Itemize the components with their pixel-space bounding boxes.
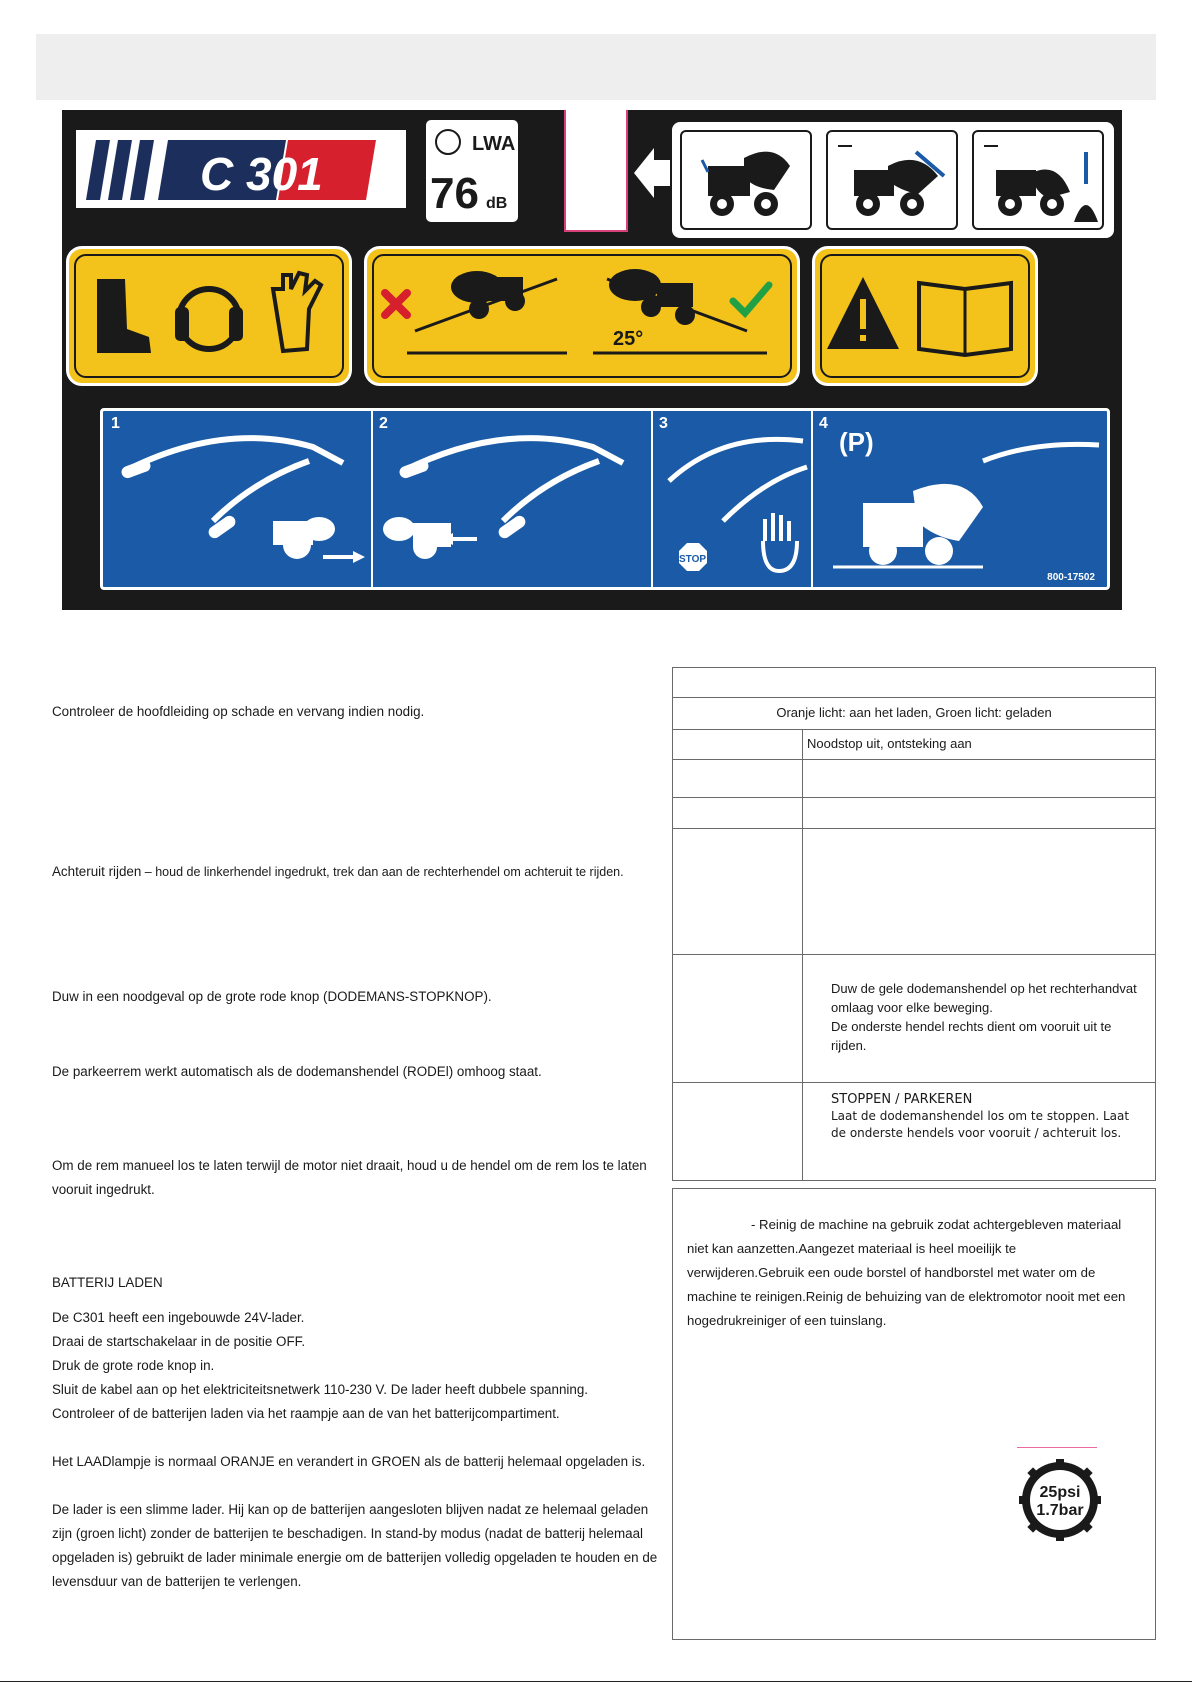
step-number: 2 [379,415,388,432]
table-label-cell [673,760,803,798]
parking-brake-text: De parkeerrem werkt automatisch als de dodemanshendel (RODEl) omhoog staat. [52,1064,542,1079]
svg-text:STOP: STOP [679,554,707,565]
step-number: 1 [111,415,120,432]
mixer-tilt-icon [826,130,958,230]
mixer-dump-icon [972,130,1104,230]
battery-line: Controleer of de batterijen laden via het raampje aan de van het batterijcompartiment. [52,1406,560,1421]
smart-charger-text: De lader is een slimme lader. Hij kan op de batterijen aangesloten blijven nadat ze helemaal geladen zijn (groen licht) zonder de batterijen te beschadigen. In stand-by modus (nadat de batterij helemaal opgeladen is) gebruikt de lader minimale energie om de batterijen volledig opgeladen te houden en de levensduur van de batterijen te verlengen. [52,1502,658,1589]
charge-status-cell: Oranje licht: aan het laden, Groen licht: geladen [673,698,1156,730]
svg-text:LWA: LWA [472,133,516,155]
svg-text:25°: 25° [613,328,644,350]
model-logo [76,130,406,208]
emergency-status-cell: Noodstop uit, ontsteking aan [803,730,1156,760]
header-bar [36,34,1156,100]
stop-park-title: STOPPEN / PARKEREN [831,1092,973,1107]
svg-text:1.7bar: 1.7bar [1036,1502,1084,1519]
reverse-driving-text [52,860,672,884]
model-letter: C 301 [200,148,323,200]
deadman-cell [803,955,1156,1083]
svg-text:76: 76 [430,169,479,218]
main-line-check: Controleer de hoofdleiding op schade en vervang indien nodig. [52,704,425,719]
battery-line: De C301 heeft een ingebouwde 24V-lader. [52,1310,305,1325]
logo-stripes-icon [76,130,406,208]
safety-decal [62,110,1122,610]
battery-line: Het LAADlampje is normaal ORANJE en verandert in GROEN als de batterij helemaal opgeladen is. [52,1454,646,1469]
ear-icon [436,130,460,154]
battery-heading: BATTERIJ LADEN [52,1275,163,1290]
handle-diagrams [103,411,1107,587]
battery-line: Sluit de kabel aan op het elektriciteitsnetwerk 110-230 V. De lader heeft dubbele spanning. [52,1382,588,1397]
deadman-line: Duw de gele dodemanshendel op het rechterhandvat omlaag voor elke beweging. [831,981,1137,1015]
emergency-stop-text: Duw in een noodgeval op de grote rode knop (DODEMANS-STOPKNOP). [52,989,492,1004]
ppe-panel [66,246,352,386]
battery-line: Druk de grote rode knop in. [52,1358,215,1373]
page-bottom-rule [0,1681,1192,1682]
stop-park-text: Laat de dodemanshendel los om te stoppen. Laat de onderste hendels voor vooruit / achteruit los. [831,1109,1130,1140]
table-label-cell [673,1083,803,1181]
step-number: 3 [659,415,668,432]
info-table [672,667,1156,1181]
left-arrow-icon [634,148,670,198]
mixer-upright-icon [680,130,812,230]
svg-text:25psi: 25psi [1039,1484,1081,1501]
gloves-icon [273,273,321,351]
cross-icon [385,293,407,315]
check-icon [733,285,769,313]
tire-pressure-icon [1019,1459,1101,1541]
table-value-cell [803,798,1156,829]
table-label-cell [673,955,803,1083]
table-value-cell [803,760,1156,798]
operation-steps-panel [100,408,1110,590]
cleaning-box [672,1188,1156,1640]
sound-level-badge [423,117,521,225]
table-label-cell [673,798,803,829]
mixer-direction-panel [672,122,1114,238]
part-number: 800-17502 [1047,572,1095,583]
cleaning-text: - Reinig de machine na gebruik zodat achtergebleven materiaal niet kan aanzetten.Aangezet materiaal is heel moeilijk te verwijderen.Gebruik een oude borstel of handborstel met water om de machine te reinigen.Reinig de behuizing van de elektromotor nooit met een hogedrukreiniger of een tuinslang. [687,1217,1126,1328]
decal-cutout [564,110,628,232]
divider [1017,1447,1097,1448]
reverse-heading: Achteruit rijden [52,864,142,879]
svg-text:(P): (P) [839,427,874,457]
svg-text:dB: dB [486,195,508,212]
table-label-cell [673,730,803,760]
battery-line: Draai de startschakelaar in de positie OFF. [52,1334,306,1349]
stop-park-cell [803,1083,1156,1181]
step-number: 4 [819,415,828,432]
boots-icon [97,279,151,353]
manual-brake-release-text: Om de rem manueel los te laten terwijl de motor niet draait, houd u de hendel om de rem los te laten vooruit ingedrukt. [52,1158,647,1197]
table-value-cell [803,829,1156,955]
warning-manual-panel [812,246,1038,386]
table-header-row [673,668,1156,698]
hand-stop-icon [763,513,797,571]
table-label-cell [673,829,803,955]
deadman-line: De onderste hendel rechts dient om vooruit uit te rijden. [831,1019,1112,1053]
slope-panel [364,246,800,386]
reverse-body: – houd de linkerhendel ingedrukt, trek dan aan de rechterhendel om achteruit te rijden. [141,865,624,879]
